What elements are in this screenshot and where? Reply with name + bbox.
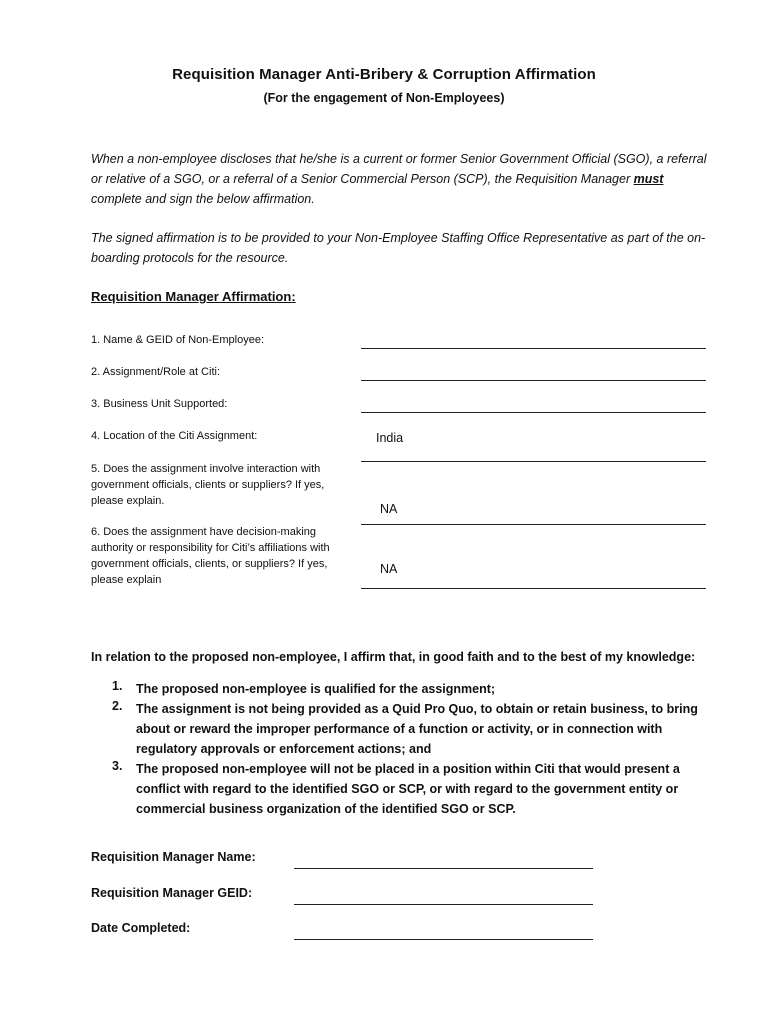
affirmation-item-2-number: 2. xyxy=(112,699,123,713)
section-heading xyxy=(91,289,296,304)
intro-paragraph-2: The signed affirmation is to be provided to your Non-Employee Staffing Office Representative as part of the on-boarding protocols for the resource. xyxy=(91,231,706,265)
question-label-2: 2. Assignment/Role at Citi: xyxy=(91,366,221,378)
manager-geid-label: Requisition Manager GEID: xyxy=(91,886,253,900)
affirmation-intro: In relation to the proposed non-employee, I affirm that, in good faith and to the best of my knowledge: xyxy=(91,650,696,664)
question-label-1: 1. Name & GEID of Non-Employee: xyxy=(91,334,265,346)
affirmation-item-1: The proposed non-employee is qualified for the assignment; xyxy=(136,682,496,696)
answer-line-3[interactable] xyxy=(361,412,706,413)
manager-name-line[interactable] xyxy=(294,868,593,869)
page-title: Requisition Manager Anti-Bribery & Corruption Affirmation xyxy=(172,66,596,83)
affirmation-item-3-number: 3. xyxy=(112,759,123,773)
question-label-4: 4. Location of the Citi Assignment: xyxy=(91,430,258,442)
date-completed-line[interactable] xyxy=(294,939,593,940)
intro-emphasis: must xyxy=(633,172,664,186)
affirmation-item-2: The assignment is not being provided as a Quid Pro Quo, to obtain or retain business, to bring about or reward the improper performance of a function or activity, or in connection with regulatory approvals or enforcement actions; and xyxy=(136,702,698,756)
answer-value-4[interactable]: India xyxy=(376,431,404,445)
intro-text-part1: When a non-employee discloses that he/she is a current or former Senior Government Official (SGO), a referral or relative of a SGO, or a referral of a Senior Commercial Person (SCP), the Requisition Manager xyxy=(91,152,707,186)
manager-name-label: Requisition Manager Name: xyxy=(91,850,256,864)
section-heading-colon: : xyxy=(291,289,296,304)
affirmation-item-1-number: 1. xyxy=(112,679,123,693)
manager-geid-line[interactable] xyxy=(294,904,593,905)
affirmation-item-3: The proposed non-employee will not be placed in a position within Citi that would present a conflict with regard to the identified SGO or SCP, or with regard to the government entity or commercial business organization of the identified SGO or SCP. xyxy=(136,762,680,816)
answer-line-6[interactable] xyxy=(361,588,706,589)
answer-line-1[interactable] xyxy=(361,348,706,349)
intro-text-part2: complete and sign the below affirmation. xyxy=(91,192,315,206)
question-label-3: 3. Business Unit Supported: xyxy=(91,398,228,410)
answer-value-6[interactable]: NA xyxy=(380,562,398,576)
page-subtitle: (For the engagement of Non-Employees) xyxy=(263,91,505,105)
date-completed-label: Date Completed: xyxy=(91,921,191,935)
answer-value-5[interactable]: NA xyxy=(380,502,398,516)
question-label-5: 5. Does the assignment involve interaction with government officials, clients or suppliers? If yes, please explain. xyxy=(91,463,325,507)
question-label-6: 6. Does the assignment have decision-making authority or responsibility for Citi’s affiliations with government officials, clients, or suppliers? If yes, please explain xyxy=(91,526,330,586)
section-heading-text: Requisition Manager Affirmation xyxy=(91,289,292,304)
intro-paragraph-1 xyxy=(91,149,711,209)
answer-line-2[interactable] xyxy=(361,380,706,381)
answer-line-5[interactable] xyxy=(361,524,706,525)
answer-line-4[interactable] xyxy=(361,461,706,462)
